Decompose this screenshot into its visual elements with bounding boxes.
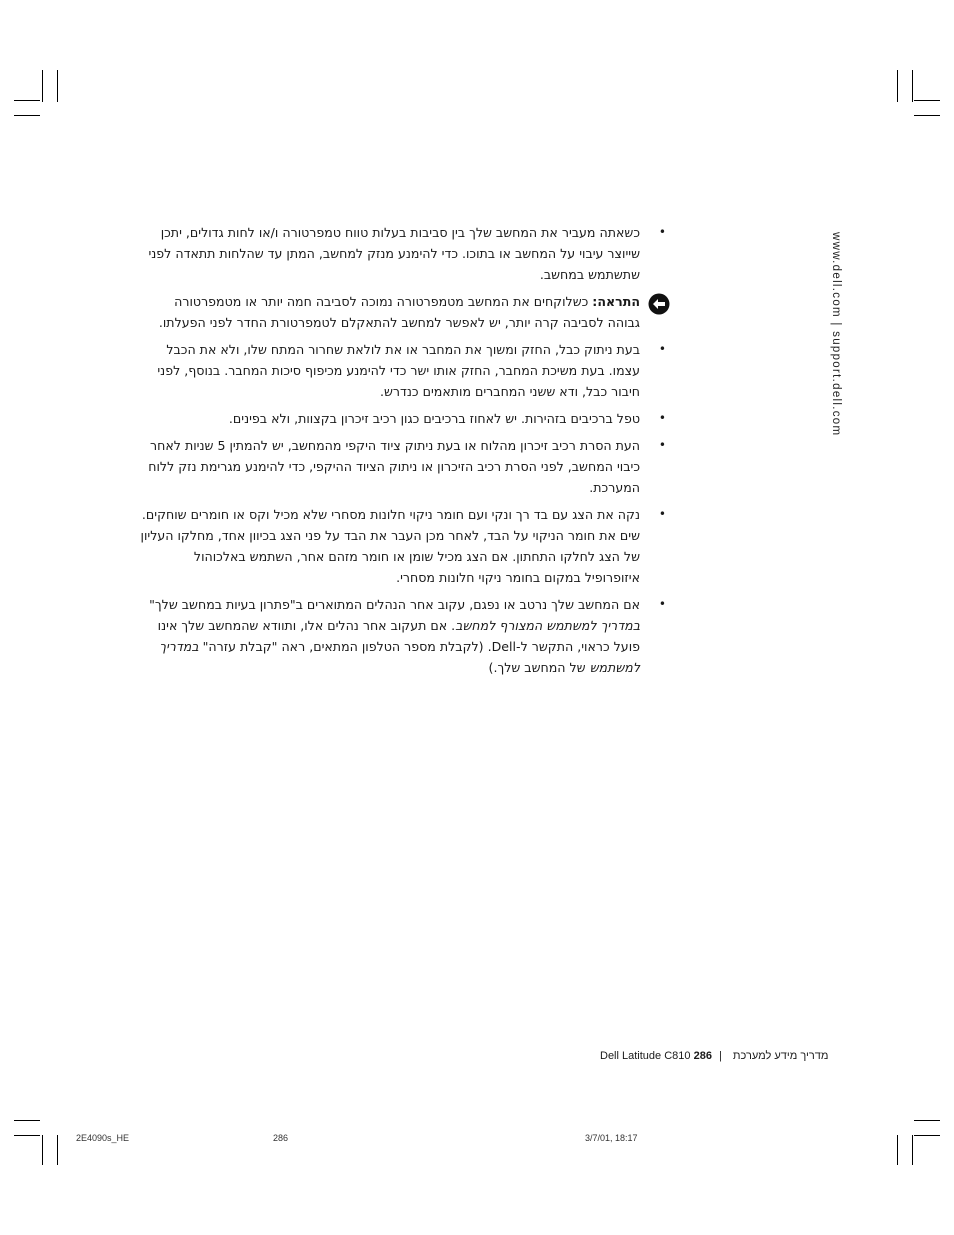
crop-mark	[914, 1135, 940, 1136]
list-item	[140, 408, 670, 429]
footer-separator: |	[719, 1050, 722, 1062]
crop-mark	[914, 1120, 940, 1121]
slug-timestamp: 3/7/01, 18:17	[585, 1133, 638, 1143]
bullet-icon: •	[658, 597, 666, 611]
crop-mark	[42, 1135, 43, 1165]
warning-icon	[648, 293, 670, 315]
list-item	[140, 339, 670, 402]
list-item	[140, 594, 670, 678]
crop-mark	[57, 1135, 58, 1165]
slug-file-id: 2E4090s_HE	[76, 1133, 130, 1143]
list-item-text-part: אם המחשב שלך נרטב או נפגם, עקוב אחר הנהלים המתוארים ב"פתרון בעיות במחשב שלך"	[149, 597, 640, 612]
crop-mark	[897, 70, 898, 102]
crop-mark	[14, 1120, 40, 1121]
footer-guide-title: מדריך מידע למערכת	[732, 1050, 829, 1062]
list-item-text: העת הסרת רכיב זיכרון מהלוח או בעת ניתוק ציוד היקפי מהמחשב, יש להמתין 5 שניות לאחר כיבוי המחשב, לפני הסרת רכיב הזיכרון או ניתוק הציוד ההיקפי, כדי להימנע מגרימת נזק ללוח המערכת.	[148, 438, 640, 495]
crop-mark	[912, 1135, 913, 1165]
page-footer	[600, 1050, 832, 1062]
manual-reference: במדריך למשתמש המצורף למחשב	[455, 618, 640, 633]
warning-note	[140, 291, 670, 333]
crop-mark	[14, 1135, 40, 1136]
crop-mark	[914, 100, 940, 101]
list-item	[140, 435, 670, 498]
bullet-icon: •	[658, 411, 666, 425]
list-item	[140, 222, 670, 285]
footer-product: Dell Latitude C810	[600, 1050, 691, 1062]
list-item-text-part: של המחשב שלך.)	[488, 660, 590, 675]
bullet-icon: •	[658, 507, 666, 521]
crop-mark	[14, 100, 40, 101]
bullet-icon: •	[658, 225, 666, 239]
list-item-text: בעת ניתוק כבל, החזק ומשוך את המחבר או את לולאת שחרור המתח שלו, ולא את הכבל עצמו. בעת משיכת המחבר, החזק אותו ישר כדי להימנע מכיפוף סיכות המחבר. בנוסף, לפני חיבור כבל, ודא ששני המחברים מותאמים כנדרש.	[157, 342, 640, 399]
bullet-icon: •	[658, 342, 666, 356]
crop-mark	[912, 70, 913, 102]
crop-mark	[914, 115, 940, 116]
crop-mark	[897, 1135, 898, 1165]
warning-text: כשלוקחים את המחשב מטמפרטורה נמוכה לסביבה חמה יותר או מטמפרטורה גבוהה לסביבה קרה יותר, יש לאפשר למחשב להתאקלם לטמפרטורת החדר לפני הפעלתו.	[158, 294, 640, 330]
bullet-icon: •	[658, 438, 666, 452]
list-item-text: טפל ברכיבים בזהירות. יש לאחוז ברכיבים כגון רכיב זיכרון בקצוות, ולא בפינים.	[228, 411, 640, 426]
crop-mark	[42, 70, 43, 102]
list-item-text: נקה את הצג עם בד רך ונקי ועם חומר ניקוי חלונות מסחרי שלא מכיל וקס או חומרים שוחקים. שים את חומר הניקוי על הבד, לאחר מכן העבר את הבד על פני הצג בכיוון אחד, מחלקו העליון של הצג לחלקו התחתון. אם הצג מכיל שומן או חומר מזהם אחר, השתמש באלכוהול איזופרופיל במקום בחומר ניקוי חלונות מסחרי.	[140, 507, 640, 585]
side-url: www.dell.com | support.dell.com	[830, 232, 842, 437]
list-item	[140, 504, 670, 588]
crop-mark	[57, 70, 58, 102]
warning-label: התראה:	[592, 294, 640, 309]
page-number: 286	[693, 1050, 712, 1062]
list-item-text: כשאתה מעביר את המחשב שלך בין סביבות בעלות טווח טמפרטורה ו/או לחות גדולים, יתכן שייוצר עיבוי על המחשב או בתוכו. כדי להימנע מנזק למחשב, המתן עד שהלחות תתאדה לפני שתשתמש במחשב.	[148, 225, 640, 282]
main-content	[140, 222, 670, 684]
crop-mark	[14, 115, 40, 116]
list-item-text-part: . אם תעקוב אחר נהלים אלו, ותוודא שהמחשב שלך אינו פועל כראוי, התקשר ל-Dell. (לקבלת מספר הטלפון המתאים, ראה "קבלת עזרה"	[157, 618, 640, 654]
slug-page: 286	[273, 1133, 289, 1143]
manual-reference: במדריך למשתמש	[159, 639, 640, 675]
